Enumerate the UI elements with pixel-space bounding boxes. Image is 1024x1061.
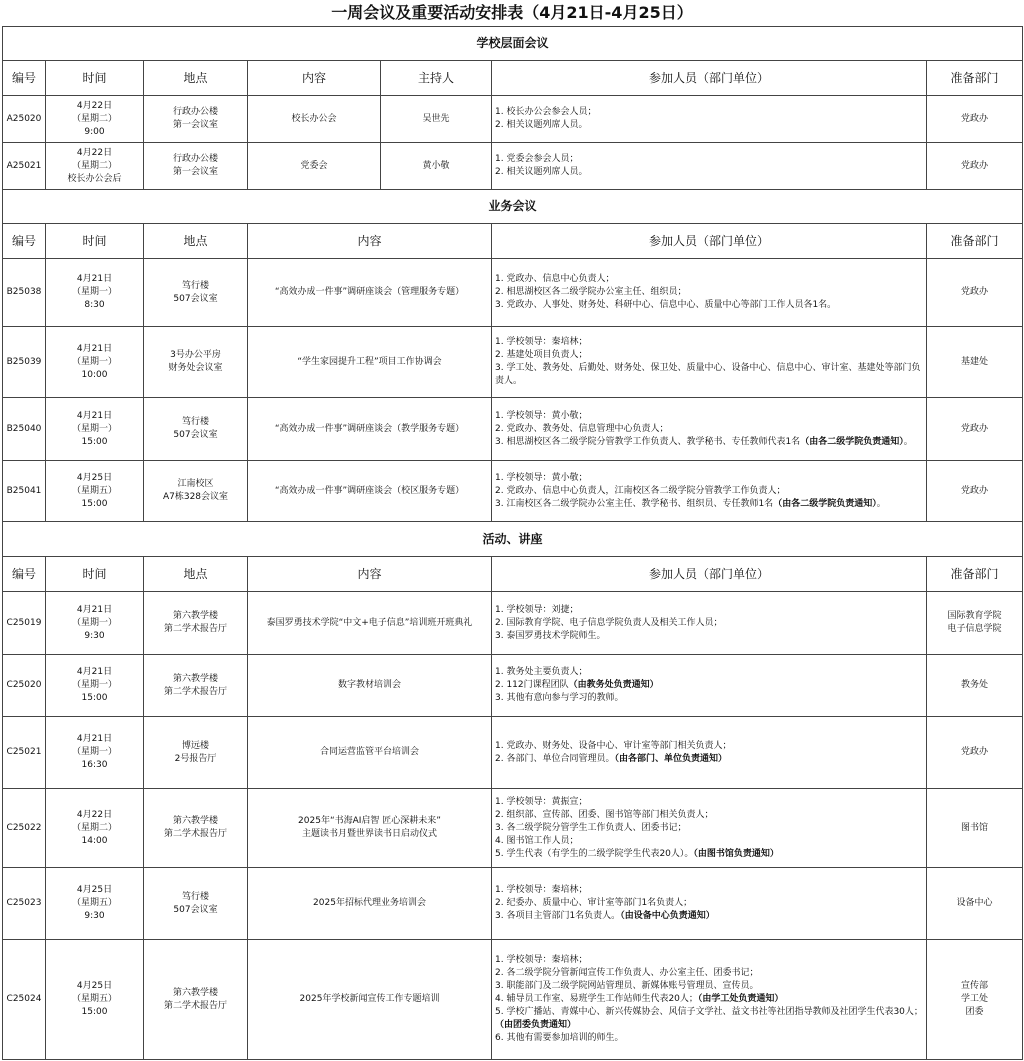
place-cell: 江南校区 A7栋328会议室 <box>144 461 248 522</box>
time-cell: 4月21日 （星期一） 15:00 <box>46 655 144 717</box>
attendee-text: 3. 相思湖校区各二级学院分管教学工作负责人、教学秘书、专任教师代表1名 <box>495 436 801 447</box>
notify-note: （由团委负责通知） <box>495 1020 577 1030</box>
attendee-line <box>495 692 924 705</box>
attendee-line <box>495 848 924 861</box>
content-cell: 2025年学校新闻宣传工作专题培训 <box>248 940 492 1060</box>
notify-note: （由各二级学院负责通知） <box>800 436 904 447</box>
attendee-text: 。 <box>903 436 913 447</box>
attendee-line <box>495 666 924 679</box>
notify-note: （由教务处负责通知） <box>568 680 659 690</box>
column-header: 时间 <box>46 61 144 96</box>
attendee-text: 5. 学生代表（有学生的二级学院学生代表20人）。 <box>495 848 694 859</box>
place-cell: 博远楼 2号报告厅 <box>144 717 248 789</box>
place-cell: 第六教学楼 第二学术报告厅 <box>144 789 248 868</box>
content-cell: “高效办成一件事”调研座谈会（教学服务专题） <box>248 398 492 461</box>
attendee-line <box>495 630 924 643</box>
attendee-text: 2. 国际教育学院、电子信息学院负责人及相关工作人员； <box>495 617 723 628</box>
attendee-text: 2. 各部门、单位合同管理员。 <box>495 753 615 764</box>
table-row <box>3 717 1023 789</box>
time-cell: 4月22日 （星期二） 校长办公会后 <box>46 143 144 190</box>
attendees-cell <box>492 259 927 327</box>
attendee-text: 6. 其他有需要参加培训的师生。 <box>495 1033 624 1043</box>
content-cell: 数字教材培训会 <box>248 655 492 717</box>
attendee-line <box>495 106 924 119</box>
attendee-line <box>495 910 924 923</box>
id-cell: B25038 <box>3 259 46 327</box>
prep-dept-cell: 党政办 <box>927 259 1023 327</box>
table-row <box>3 940 1023 1060</box>
prep-dept-cell: 设备中心 <box>927 868 1023 940</box>
section-title-row <box>3 190 1023 224</box>
column-header: 内容 <box>248 61 381 96</box>
column-header: 主持人 <box>381 61 492 96</box>
id-cell: A25021 <box>3 143 46 190</box>
attendee-text: 5. 学校广播站、青媒中心、新兴传媒协会、风信子文学社、益文书社等社团指导教师及社团学生代表30人； <box>495 1007 923 1017</box>
content-cell: “高效办成一件事”调研座谈会（管理服务专题） <box>248 259 492 327</box>
attendees-cell <box>492 940 927 1060</box>
attendee-line <box>495 166 924 179</box>
attendee-text: 1. 校长办公会参会人员； <box>495 107 597 117</box>
place-cell: 第六教学楼 第二学术报告厅 <box>144 655 248 717</box>
id-cell: C25019 <box>3 592 46 655</box>
attendee-text: 1. 党政办、信息中心负责人； <box>495 274 615 284</box>
attendee-text: 2. 党政办、教务处、信息管理中心负责人； <box>495 423 669 434</box>
attendee-text: 1. 党政办、财务处、设备中心、审计室等部门相关负责人； <box>495 740 732 751</box>
attendee-line <box>495 485 924 498</box>
attendee-line <box>495 740 924 753</box>
id-cell: C25024 <box>3 940 46 1060</box>
attendees-cell <box>492 398 927 461</box>
notify-note: （由各二级学院负责通知） <box>773 498 877 509</box>
attendee-line <box>495 796 924 809</box>
attendee-line <box>495 436 924 449</box>
attendee-text: 2. 相思湖校区各二级学院办公室主任、组织员； <box>495 287 687 297</box>
prep-dept-cell: 图书馆 <box>927 789 1023 868</box>
prep-dept-cell: 党政办 <box>927 398 1023 461</box>
time-cell: 4月22日 （星期二） 9:00 <box>46 96 144 143</box>
place-cell: 行政办公楼 第一会议室 <box>144 96 248 143</box>
table-row <box>3 868 1023 940</box>
column-header: 地点 <box>144 557 248 592</box>
attendee-text: 2. 党政办、信息中心负责人，江南校区各二级学院分管教学工作负责人； <box>495 485 786 496</box>
attendee-line <box>495 897 924 910</box>
table-row <box>3 259 1023 327</box>
attendee-text: 1. 学校领导：秦培林； <box>495 337 588 347</box>
place-cell: 3号办公平房 财务处会议室 <box>144 327 248 398</box>
attendee-text: 1. 学校领导：刘捷； <box>495 604 579 615</box>
attendee-line <box>495 954 924 967</box>
time-cell: 4月25日 （星期五） 9:30 <box>46 868 144 940</box>
notify-note: （由学工处负责通知） <box>697 994 784 1004</box>
place-cell: 笃行楼 507会议室 <box>144 868 248 940</box>
attendee-line <box>495 753 924 766</box>
prep-dept-cell: 党政办 <box>927 461 1023 522</box>
attendee-text: 1. 学校领导：秦培林； <box>495 885 588 895</box>
notify-note: （由设备中心负责通知） <box>620 911 715 921</box>
content-cell: 党委会 <box>248 143 381 190</box>
attendee-line <box>495 822 924 835</box>
column-header: 内容 <box>248 557 492 592</box>
column-header: 地点 <box>144 61 248 96</box>
attendee-text: 1. 党委会参会人员； <box>495 154 579 164</box>
attendee-text: 3. 学工处、教务处、后勤处、财务处、保卫处、质量中心、设备中心、信息中心、审计室、基建处等部门负责人。 <box>495 363 921 386</box>
id-cell: B25039 <box>3 327 46 398</box>
attendee-text: 3. 各项目主管部门1名负责人。 <box>495 911 621 921</box>
attendee-line <box>495 1032 924 1045</box>
attendee-line <box>495 617 924 630</box>
attendees-cell <box>492 717 927 789</box>
column-header: 编号 <box>3 557 46 592</box>
id-cell: C25020 <box>3 655 46 717</box>
table-row <box>3 592 1023 655</box>
place-cell: 行政办公楼 第一会议室 <box>144 143 248 190</box>
id-cell: C25021 <box>3 717 46 789</box>
place-cell: 笃行楼 507会议室 <box>144 398 248 461</box>
host-cell: 黄小敬 <box>381 143 492 190</box>
column-header: 参加人员（部门单位） <box>492 224 927 259</box>
notify-note: （由各部门、单位负责通知） <box>614 753 727 764</box>
attendee-text: 3. 党政办、人事处、财务处、科研中心、信息中心、质量中心等部门工作人员各1名。 <box>495 300 837 310</box>
content-cell: 2025年“书海AI启智 匠心深耕未来” 主题读书月暨世界读书日启动仪式 <box>248 789 492 868</box>
attendee-line <box>495 884 924 897</box>
attendee-line <box>495 809 924 822</box>
header-row <box>3 61 1023 96</box>
attendee-text: 2. 相关议题列席人员。 <box>495 167 588 177</box>
content-cell: 2025年招标代理业务培训会 <box>248 868 492 940</box>
section-title: 学校层面会议 <box>3 27 1023 61</box>
attendee-text: 3. 江南校区各二级学院办公室主任、教学秘书、组织员、专任教师1名 <box>495 498 774 509</box>
attendee-text: 4. 图书馆工作人员； <box>495 835 579 846</box>
attendees-cell <box>492 461 927 522</box>
place-cell: 第六教学楼 第二学术报告厅 <box>144 592 248 655</box>
column-header: 内容 <box>248 224 492 259</box>
attendee-line <box>495 835 924 848</box>
attendee-text: 2. 112门课程团队 <box>495 680 569 690</box>
section-title: 活动、讲座 <box>3 522 1023 557</box>
attendee-line <box>495 273 924 286</box>
id-cell: B25041 <box>3 461 46 522</box>
attendee-text: 。 <box>876 498 886 509</box>
attendee-line <box>495 336 924 349</box>
table-row <box>3 655 1023 717</box>
attendees-cell <box>492 789 927 868</box>
column-header: 时间 <box>46 557 144 592</box>
prep-dept-cell: 教务处 <box>927 655 1023 717</box>
attendee-line <box>495 604 924 617</box>
content-cell: “学生家园提升工程”项目工作协调会 <box>248 327 492 398</box>
attendee-line <box>495 119 924 132</box>
attendee-line <box>495 1006 924 1032</box>
column-header: 准备部门 <box>927 557 1023 592</box>
prep-dept-cell: 国际教育学院 电子信息学院 <box>927 592 1023 655</box>
content-cell: 泰国罗勇技术学院“中文+电子信息”培训班开班典礼 <box>248 592 492 655</box>
content-cell: 校长办公会 <box>248 96 381 143</box>
attendee-text: 4. 辅导员工作室、易班学生工作站师生代表20人； <box>495 994 698 1004</box>
attendee-line <box>495 472 924 485</box>
attendee-text: 2. 相关议题列席人员。 <box>495 120 588 130</box>
attendees-cell <box>492 143 927 190</box>
column-header: 时间 <box>46 224 144 259</box>
attendee-line <box>495 423 924 436</box>
time-cell: 4月21日 （星期一） 15:00 <box>46 398 144 461</box>
time-cell: 4月22日 （星期二） 14:00 <box>46 789 144 868</box>
table-row <box>3 398 1023 461</box>
attendee-line <box>495 349 924 362</box>
prep-dept-cell: 宣传部 学工处 团委 <box>927 940 1023 1060</box>
attendees-cell <box>492 868 927 940</box>
schedule-table <box>2 26 1023 1060</box>
column-header: 地点 <box>144 224 248 259</box>
attendees-cell <box>492 327 927 398</box>
header-row <box>3 224 1023 259</box>
content-cell: 合同运营监管平台培训会 <box>248 717 492 789</box>
table-row <box>3 327 1023 398</box>
table-row <box>3 789 1023 868</box>
content-cell: “高效办成一件事”调研座谈会（校区服务专题） <box>248 461 492 522</box>
column-header: 参加人员（部门单位） <box>492 61 927 96</box>
attendee-text: 2. 组织部、宣传部、团委、图书馆等部门相关负责人； <box>495 809 714 820</box>
table-row <box>3 96 1023 143</box>
attendee-line <box>495 498 924 511</box>
header-row <box>3 557 1023 592</box>
attendee-line <box>495 679 924 692</box>
section-title-row <box>3 27 1023 61</box>
table-row <box>3 143 1023 190</box>
notify-note: （由图书馆负责通知） <box>693 848 779 859</box>
attendee-line <box>495 286 924 299</box>
column-header: 参加人员（部门单位） <box>492 557 927 592</box>
attendees-cell <box>492 592 927 655</box>
attendee-line <box>495 153 924 166</box>
attendee-text: 1. 学校领导：黄小敬； <box>495 472 588 483</box>
table-row <box>3 461 1023 522</box>
attendee-text: 1. 学校领导：黄小敬； <box>495 410 588 421</box>
attendee-text: 3. 各二级学院分管学生工作负责人、团委书记； <box>495 822 687 833</box>
id-cell: B25040 <box>3 398 46 461</box>
place-cell: 笃行楼 507会议室 <box>144 259 248 327</box>
time-cell: 4月25日 （星期五） 15:00 <box>46 461 144 522</box>
prep-dept-cell: 党政办 <box>927 717 1023 789</box>
section-title-row <box>3 522 1023 557</box>
attendee-text: 3. 职能部门及二级学院网站管理员、新媒体账号管理员、宣传员。 <box>495 981 759 991</box>
prep-dept-cell: 党政办 <box>927 96 1023 143</box>
column-header: 准备部门 <box>927 224 1023 259</box>
attendees-cell <box>492 655 927 717</box>
attendee-text: 2. 纪委办、质量中心、审计室等部门1名负责人； <box>495 898 693 908</box>
id-cell: C25022 <box>3 789 46 868</box>
attendee-text: 3. 其他有意向参与学习的教师。 <box>495 693 624 703</box>
attendee-line <box>495 967 924 980</box>
attendee-text: 2. 基建处项目负责人； <box>495 350 588 360</box>
attendee-line <box>495 980 924 993</box>
attendee-line <box>495 410 924 423</box>
attendee-line <box>495 993 924 1006</box>
host-cell: 吴世先 <box>381 96 492 143</box>
prep-dept-cell: 党政办 <box>927 143 1023 190</box>
attendee-text: 1. 教务处主要负责人； <box>495 667 588 677</box>
time-cell: 4月21日 （星期一） 8:30 <box>46 259 144 327</box>
attendees-cell <box>492 96 927 143</box>
time-cell: 4月21日 （星期一） 9:30 <box>46 592 144 655</box>
section-title: 业务会议 <box>3 190 1023 224</box>
column-header: 编号 <box>3 61 46 96</box>
time-cell: 4月25日 （星期五） 15:00 <box>46 940 144 1060</box>
column-header: 准备部门 <box>927 61 1023 96</box>
attendee-line <box>495 362 924 388</box>
page-title: 一周会议及重要活动安排表（4月21日-4月25日） <box>331 3 693 22</box>
prep-dept-cell: 基建处 <box>927 327 1023 398</box>
attendee-text: 1. 学校领导：黄振宣； <box>495 796 588 807</box>
attendee-line <box>495 299 924 312</box>
id-cell: C25023 <box>3 868 46 940</box>
time-cell: 4月21日 （星期一） 10:00 <box>46 327 144 398</box>
id-cell: A25020 <box>3 96 46 143</box>
attendee-text: 3. 泰国罗勇技术学院师生。 <box>495 630 606 641</box>
attendee-text: 1. 学校领导：秦培林； <box>495 955 588 965</box>
place-cell: 第六教学楼 第二学术报告厅 <box>144 940 248 1060</box>
time-cell: 4月21日 （星期一） 16:30 <box>46 717 144 789</box>
attendee-text: 2. 各二级学院分管新闻宣传工作负责人、办公室主任、团委书记； <box>495 968 759 978</box>
column-header: 编号 <box>3 224 46 259</box>
